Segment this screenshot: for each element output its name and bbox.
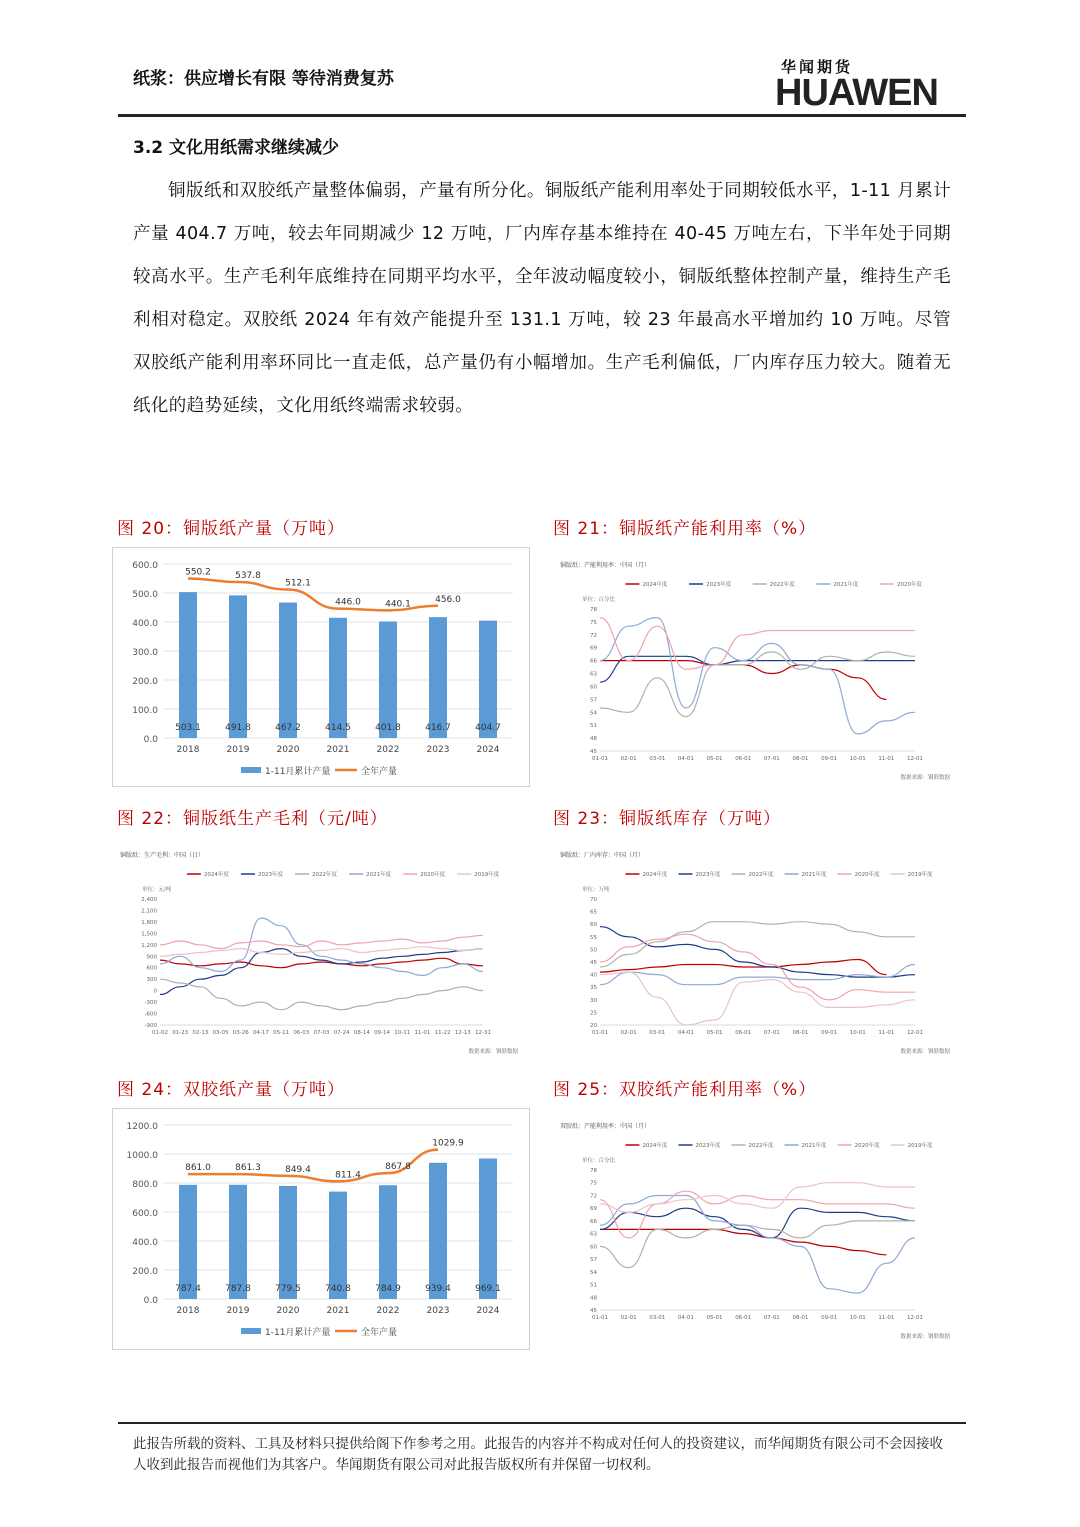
x-tick-label: 2024 (476, 745, 500, 755)
y-tick-label: -300 (144, 1000, 157, 1007)
source-label: 数据来源：钢联数据 (900, 1334, 950, 1340)
bar (179, 1185, 197, 1299)
y-tick-label: 2,100 (141, 908, 157, 915)
y-tick-label: 48 (590, 1295, 597, 1302)
x-tick-label: 06-03 (293, 1030, 310, 1036)
x-tick-label: 03-01 (649, 1030, 666, 1036)
x-tick-label: 12-13 (454, 1030, 471, 1036)
y-tick-label: 1,800 (141, 919, 157, 926)
x-tick-label: 09-01 (821, 1030, 838, 1036)
legend-label: 2021年度 (833, 582, 859, 588)
y-tick-label: 500.0 (132, 590, 158, 600)
y-tick-label: 400.0 (132, 619, 158, 629)
x-tick-label: 2018 (176, 745, 200, 755)
x-tick-label: 04-01 (677, 1030, 694, 1036)
legend-label: 2020年度 (854, 872, 880, 878)
chart-subtitle: 铜版纸：生产毛利：中国（日） (120, 852, 205, 859)
y-tick-label: 78 (590, 607, 597, 613)
y-tick-label: 1000.0 (126, 1151, 158, 1161)
y-tick-label: 66 (590, 1218, 597, 1225)
source-label: 数据来源：钢联数据 (900, 775, 950, 781)
legend-label: 1-11月累计产量 (265, 767, 331, 777)
x-tick-label: 2020 (276, 745, 300, 755)
x-tick-label: 02-01 (620, 756, 637, 762)
bar-value-label: 740.8 (325, 1284, 351, 1294)
x-tick-label: 09-01 (821, 1315, 838, 1321)
chart-coated-paper-margin (112, 837, 528, 1059)
chart-subtitle: 铜版纸：厂内库存：中国（月） (560, 852, 645, 859)
x-tick-label: 08-14 (353, 1030, 370, 1036)
x-tick-label: 08-01 (792, 1030, 809, 1036)
bar-value-label: 416.7 (425, 723, 451, 733)
x-tick-label: 09-01 (821, 756, 838, 762)
bar (329, 618, 347, 738)
y-tick-label: 60 (590, 922, 597, 929)
line-value-label: 446.0 (335, 597, 361, 608)
legend-swatch-bar (241, 1328, 261, 1334)
x-tick-label: 04-17 (252, 1030, 269, 1036)
bar-value-label: 787.8 (225, 1284, 251, 1294)
y-tick-label: 20 (590, 1023, 597, 1029)
bar (479, 1158, 497, 1299)
legend-label: 1-11月累计产量 (265, 1328, 331, 1338)
y-tick-label: 200.0 (132, 1267, 158, 1277)
y-tick-label: 72 (590, 1193, 597, 1200)
y-tick-label: 54 (590, 710, 597, 717)
figure-25-caption: 图 25：双胶纸产能利用率（%） (553, 1080, 817, 1100)
series-line-2020年度 (160, 935, 483, 948)
chart-svg (552, 837, 960, 1059)
y-tick-label: 45 (590, 960, 597, 966)
bar (429, 617, 447, 738)
x-tick-label: 12-01 (907, 1315, 923, 1321)
figure-21-caption: 图 21：铜版纸产能利用率（%） (553, 519, 817, 539)
x-tick-label: 12-31 (475, 1030, 491, 1036)
line-value-label: 537.8 (235, 571, 261, 582)
y-tick-label: 30 (590, 997, 597, 1004)
x-tick-label: 03-01 (649, 1315, 666, 1321)
x-tick-label: 06-01 (735, 1315, 752, 1321)
legend-label: 2022年度 (748, 1143, 774, 1149)
x-tick-label: 07-24 (333, 1030, 350, 1036)
legend-label: 2024年度 (203, 872, 229, 878)
x-tick-label: 03-26 (232, 1030, 249, 1036)
y-tick-label: 51 (590, 723, 597, 730)
bar-value-label: 491.8 (225, 723, 251, 733)
y-tick-label: 1200.0 (126, 1122, 158, 1132)
x-tick-label: 02-01 (620, 1030, 637, 1036)
legend-label: 2021年度 (801, 872, 827, 878)
x-tick-label: 09-14 (374, 1030, 391, 1036)
line-value-label: 440.1 (385, 599, 411, 610)
x-tick-label: 11-22 (434, 1030, 451, 1036)
bar (329, 1192, 347, 1299)
x-tick-label: 2019 (226, 1306, 250, 1316)
series-line-2022年度 (600, 922, 915, 967)
x-tick-label: 2021 (326, 1306, 350, 1316)
legend-label: 2023年度 (695, 872, 721, 878)
chart-svg (113, 548, 529, 786)
y-tick-label: 800.0 (132, 1180, 158, 1190)
x-tick-label: 2021 (326, 745, 350, 755)
figure-24-caption: 图 24：双胶纸产量（万吨） (117, 1080, 346, 1100)
x-tick-label: 04-01 (677, 1315, 694, 1321)
y-tick-label: 0.0 (143, 735, 158, 745)
x-tick-label: 01-02 (152, 1030, 168, 1036)
bar (379, 1185, 397, 1299)
x-tick-label: 07-01 (763, 1030, 780, 1036)
chart-subtitle: 铜版纸：产能利用率：中国（月） (560, 562, 651, 569)
bar (279, 603, 297, 738)
x-tick-label: 01-01 (592, 1315, 608, 1321)
x-tick-label: 2019 (226, 745, 250, 755)
bar-value-label: 401.8 (375, 723, 401, 733)
series-line-2022年度 (600, 652, 915, 717)
unit-label: 单位：元/吨 (142, 887, 172, 893)
figure-23-caption: 图 23：铜版纸库存（万吨） (553, 809, 782, 829)
report-title: 纸浆：供应增长有限 等待消费复苏 (133, 69, 394, 89)
series-line-2024年度 (600, 1229, 886, 1254)
x-tick-label: 08-01 (792, 1315, 809, 1321)
legend-label: 2019年度 (474, 872, 500, 878)
y-tick-label: 0 (153, 988, 157, 995)
bar (179, 592, 197, 738)
x-tick-label: 12-01 (907, 756, 923, 762)
y-tick-label: -600 (144, 1011, 157, 1018)
footer-divider (118, 1422, 966, 1424)
x-tick-label: 11-01 (878, 1315, 895, 1321)
line-value-label: 456.0 (435, 594, 461, 605)
legend-label: 2021年度 (366, 872, 392, 878)
x-tick-label: 2022 (376, 745, 400, 755)
line-value-label: 1029.9 (432, 1138, 464, 1149)
bar-value-label: 779.5 (275, 1284, 301, 1294)
y-tick-label: 45 (590, 749, 597, 755)
y-tick-label: 300.0 (132, 648, 158, 658)
legend-label: 2023年度 (695, 1143, 721, 1149)
series-line-2021年度 (160, 918, 483, 975)
x-tick-label: 05-01 (706, 1315, 723, 1321)
series-line-2019年度 (160, 947, 483, 957)
chart-svg (552, 1108, 960, 1344)
x-tick-label: 2020 (276, 1306, 300, 1316)
x-tick-label: 05-11 (273, 1030, 290, 1036)
x-tick-label: 07-03 (313, 1030, 330, 1036)
x-tick-label: 07-01 (763, 1315, 780, 1321)
chart-coated-paper-output (112, 547, 530, 787)
unit-label: 单位：万吨 (582, 887, 610, 893)
line-value-label: 861.3 (235, 1163, 261, 1174)
chart-coated-paper-inventory (552, 837, 960, 1059)
unit-label: 单位：百分比 (582, 597, 616, 603)
bar-value-label: 414.5 (325, 723, 351, 733)
x-tick-label: 04-01 (677, 756, 694, 762)
x-tick-label: 11-01 (878, 756, 895, 762)
line-value-label: 867.8 (385, 1162, 411, 1173)
bar-value-label: 787.4 (175, 1284, 201, 1294)
x-tick-label: 06-01 (735, 756, 752, 762)
y-tick-label: 400.0 (132, 1238, 158, 1248)
legend-label: 2023年度 (706, 582, 732, 588)
section-title: 3.2 文化用纸需求继续减少 (133, 138, 340, 158)
x-tick-label: 2023 (426, 1306, 450, 1316)
bar (429, 1163, 447, 1299)
y-tick-label: 69 (590, 645, 597, 652)
logo-english-name: HUAWEN (775, 72, 938, 114)
y-tick-label: 50 (590, 947, 597, 954)
figure-22-caption: 图 22：铜版纸生产毛利（元/吨） (117, 809, 388, 829)
legend-swatch-bar (241, 767, 261, 773)
x-tick-label: 02-13 (192, 1030, 209, 1036)
y-tick-label: -900 (144, 1023, 157, 1029)
bar (279, 1186, 297, 1299)
bar-value-label: 939.4 (425, 1284, 451, 1294)
chart-svg (112, 837, 528, 1059)
legend-label: 2023年度 (257, 872, 283, 878)
chart-offset-paper-utilization (552, 1108, 960, 1344)
bar-value-label: 467.2 (275, 723, 301, 733)
chart-svg (552, 547, 960, 785)
legend-label: 2022年度 (748, 872, 774, 878)
y-tick-label: 0.0 (143, 1296, 158, 1306)
x-tick-label: 2023 (426, 745, 450, 755)
x-tick-label: 11-01 (878, 1030, 895, 1036)
bar (229, 595, 247, 738)
y-tick-label: 60 (590, 684, 597, 691)
y-tick-label: 600 (146, 965, 157, 972)
bar (479, 621, 497, 738)
y-tick-label: 57 (590, 697, 597, 704)
legend-label: 2022年度 (312, 872, 338, 878)
series-line-2019年度 (600, 972, 915, 1025)
x-tick-label: 10-01 (849, 1315, 866, 1321)
legend-label: 2024年度 (642, 582, 668, 588)
line-value-label: 550.2 (185, 567, 211, 578)
series-line-2023年度 (600, 927, 915, 977)
y-tick-label: 300 (146, 977, 157, 984)
y-tick-label: 51 (590, 1282, 597, 1289)
line-value-label: 811.4 (335, 1170, 361, 1181)
y-tick-label: 75 (590, 619, 597, 626)
legend-label: 全年产量 (361, 1328, 398, 1338)
bar (379, 621, 397, 738)
source-label: 数据来源：钢联数据 (468, 1049, 518, 1055)
legend-label: 2019年度 (907, 1143, 933, 1149)
disclaimer-text: 此报告所载的资料、工具及材料只提供给阁下作参考之用。此报告的内容并不构成对任何人的投资建议，而华闻期货有限公司不会因接收人收到此报告而视他们为其客户。华闻期货有限公司对此报告版权所有并保留一切权利。 (133, 1436, 943, 1473)
legend-label: 2024年度 (642, 872, 668, 878)
x-tick-label: 08-01 (792, 756, 809, 762)
y-tick-label: 600.0 (132, 561, 158, 571)
y-tick-label: 40 (590, 972, 597, 979)
legend-label: 2021年度 (801, 1143, 827, 1149)
y-tick-label: 57 (590, 1257, 597, 1264)
y-tick-label: 200.0 (132, 677, 158, 687)
series-line-2022年度 (160, 979, 483, 1010)
source-label: 数据来源：钢联数据 (900, 1049, 950, 1055)
series-line-2020年度 (600, 618, 915, 670)
bar-value-label: 503.1 (175, 723, 201, 733)
logo-chinese-name: 华闻期货 (781, 58, 854, 76)
bar-value-label: 969.1 (475, 1284, 501, 1294)
x-tick-label: 10-01 (849, 756, 866, 762)
y-tick-label: 70 (590, 897, 597, 903)
legend-label: 2020年度 (897, 582, 923, 588)
x-tick-label: 03-05 (212, 1030, 229, 1036)
chart-svg (113, 1109, 529, 1349)
y-tick-label: 54 (590, 1269, 597, 1276)
series-line-2023年度 (160, 949, 483, 995)
x-tick-label: 05-01 (706, 756, 723, 762)
line-value-label: 849.4 (285, 1164, 311, 1175)
y-tick-label: 72 (590, 632, 597, 639)
y-tick-label: 55 (590, 934, 597, 941)
header-divider (118, 114, 966, 117)
x-tick-label: 2024 (476, 1306, 500, 1316)
unit-label: 单位：百分比 (582, 1158, 616, 1164)
y-tick-label: 78 (590, 1168, 597, 1174)
y-tick-label: 63 (590, 671, 597, 678)
company-logo (775, 56, 955, 112)
y-tick-label: 35 (590, 985, 597, 992)
chart-subtitle: 双胶纸：产能利用率：中国（月） (560, 1123, 651, 1130)
y-tick-label: 45 (590, 1308, 597, 1314)
x-tick-label: 01-23 (172, 1030, 189, 1036)
body-paragraph: 铜版纸和双胶纸产量整体偏弱，产量有所分化。铜版纸产能利用率处于同期较低水平，1-11 月累计产量 404.7 万吨，较去年同期减少 12 万吨，厂内库存基本维持在 40-45 万吨左右，下半年处于同期较高水平。生产毛利年底维持在同期平均水平，全年波动幅度较小，铜版纸整体控制产量，维持生产毛利相对稳定。双胶纸 2024 年有效产能提升至 131.1 万吨，较 23 年最高水平增加约 10 万吨。尽管双胶纸产能利用率环同比一直走低，总产量仍有小幅增加。生产毛利偏低，厂内库存压力较大。随着无纸化的趋势延续，文化用纸终端需求较弱。 (133, 181, 951, 416)
x-tick-label: 01-01 (592, 756, 608, 762)
legend-label: 2020年度 (420, 872, 446, 878)
figure-20-caption: 图 20：铜版纸产量（万吨） (117, 519, 346, 539)
x-tick-label: 12-01 (907, 1030, 923, 1036)
x-tick-label: 02-01 (620, 1315, 637, 1321)
x-tick-label: 01-01 (592, 1030, 608, 1036)
series-line-2022年度 (600, 1221, 915, 1268)
y-tick-label: 69 (590, 1206, 597, 1213)
legend-label: 2024年度 (642, 1143, 668, 1149)
chart-offset-paper-output (112, 1108, 530, 1350)
y-tick-label: 66 (590, 658, 597, 665)
y-tick-label: 1,200 (141, 942, 157, 949)
x-tick-label: 10-11 (394, 1030, 411, 1036)
y-tick-label: 600.0 (132, 1209, 158, 1219)
x-tick-label: 03-01 (649, 756, 666, 762)
x-tick-label: 2022 (376, 1306, 400, 1316)
legend-label: 2019年度 (907, 872, 933, 878)
y-tick-label: 65 (590, 909, 597, 916)
y-tick-label: 1,500 (141, 931, 157, 938)
series-line-2021年度 (600, 1196, 915, 1294)
x-tick-label: 2018 (176, 1306, 200, 1316)
legend-label: 2020年度 (854, 1143, 880, 1149)
x-tick-label: 05-01 (706, 1030, 723, 1036)
line-value-label: 512.1 (285, 578, 311, 589)
y-tick-label: 25 (590, 1010, 597, 1017)
x-tick-label: 06-01 (735, 1030, 752, 1036)
legend-label: 全年产量 (361, 767, 398, 777)
y-tick-label: 2,400 (141, 897, 157, 903)
y-tick-label: 900 (146, 954, 157, 961)
y-tick-label: 63 (590, 1231, 597, 1238)
y-tick-label: 60 (590, 1244, 597, 1251)
bar (229, 1185, 247, 1299)
legend-label: 2022年度 (769, 582, 795, 588)
y-tick-label: 48 (590, 736, 597, 743)
x-tick-label: 07-01 (763, 756, 780, 762)
y-tick-label: 100.0 (132, 706, 158, 716)
bar-value-label: 404.7 (475, 723, 501, 733)
bar-value-label: 784.9 (375, 1284, 401, 1294)
line-value-label: 861.0 (185, 1163, 211, 1174)
x-tick-label: 11-01 (414, 1030, 431, 1036)
chart-coated-paper-utilization (552, 547, 960, 785)
x-tick-label: 10-01 (849, 1030, 866, 1036)
y-tick-label: 75 (590, 1180, 597, 1187)
